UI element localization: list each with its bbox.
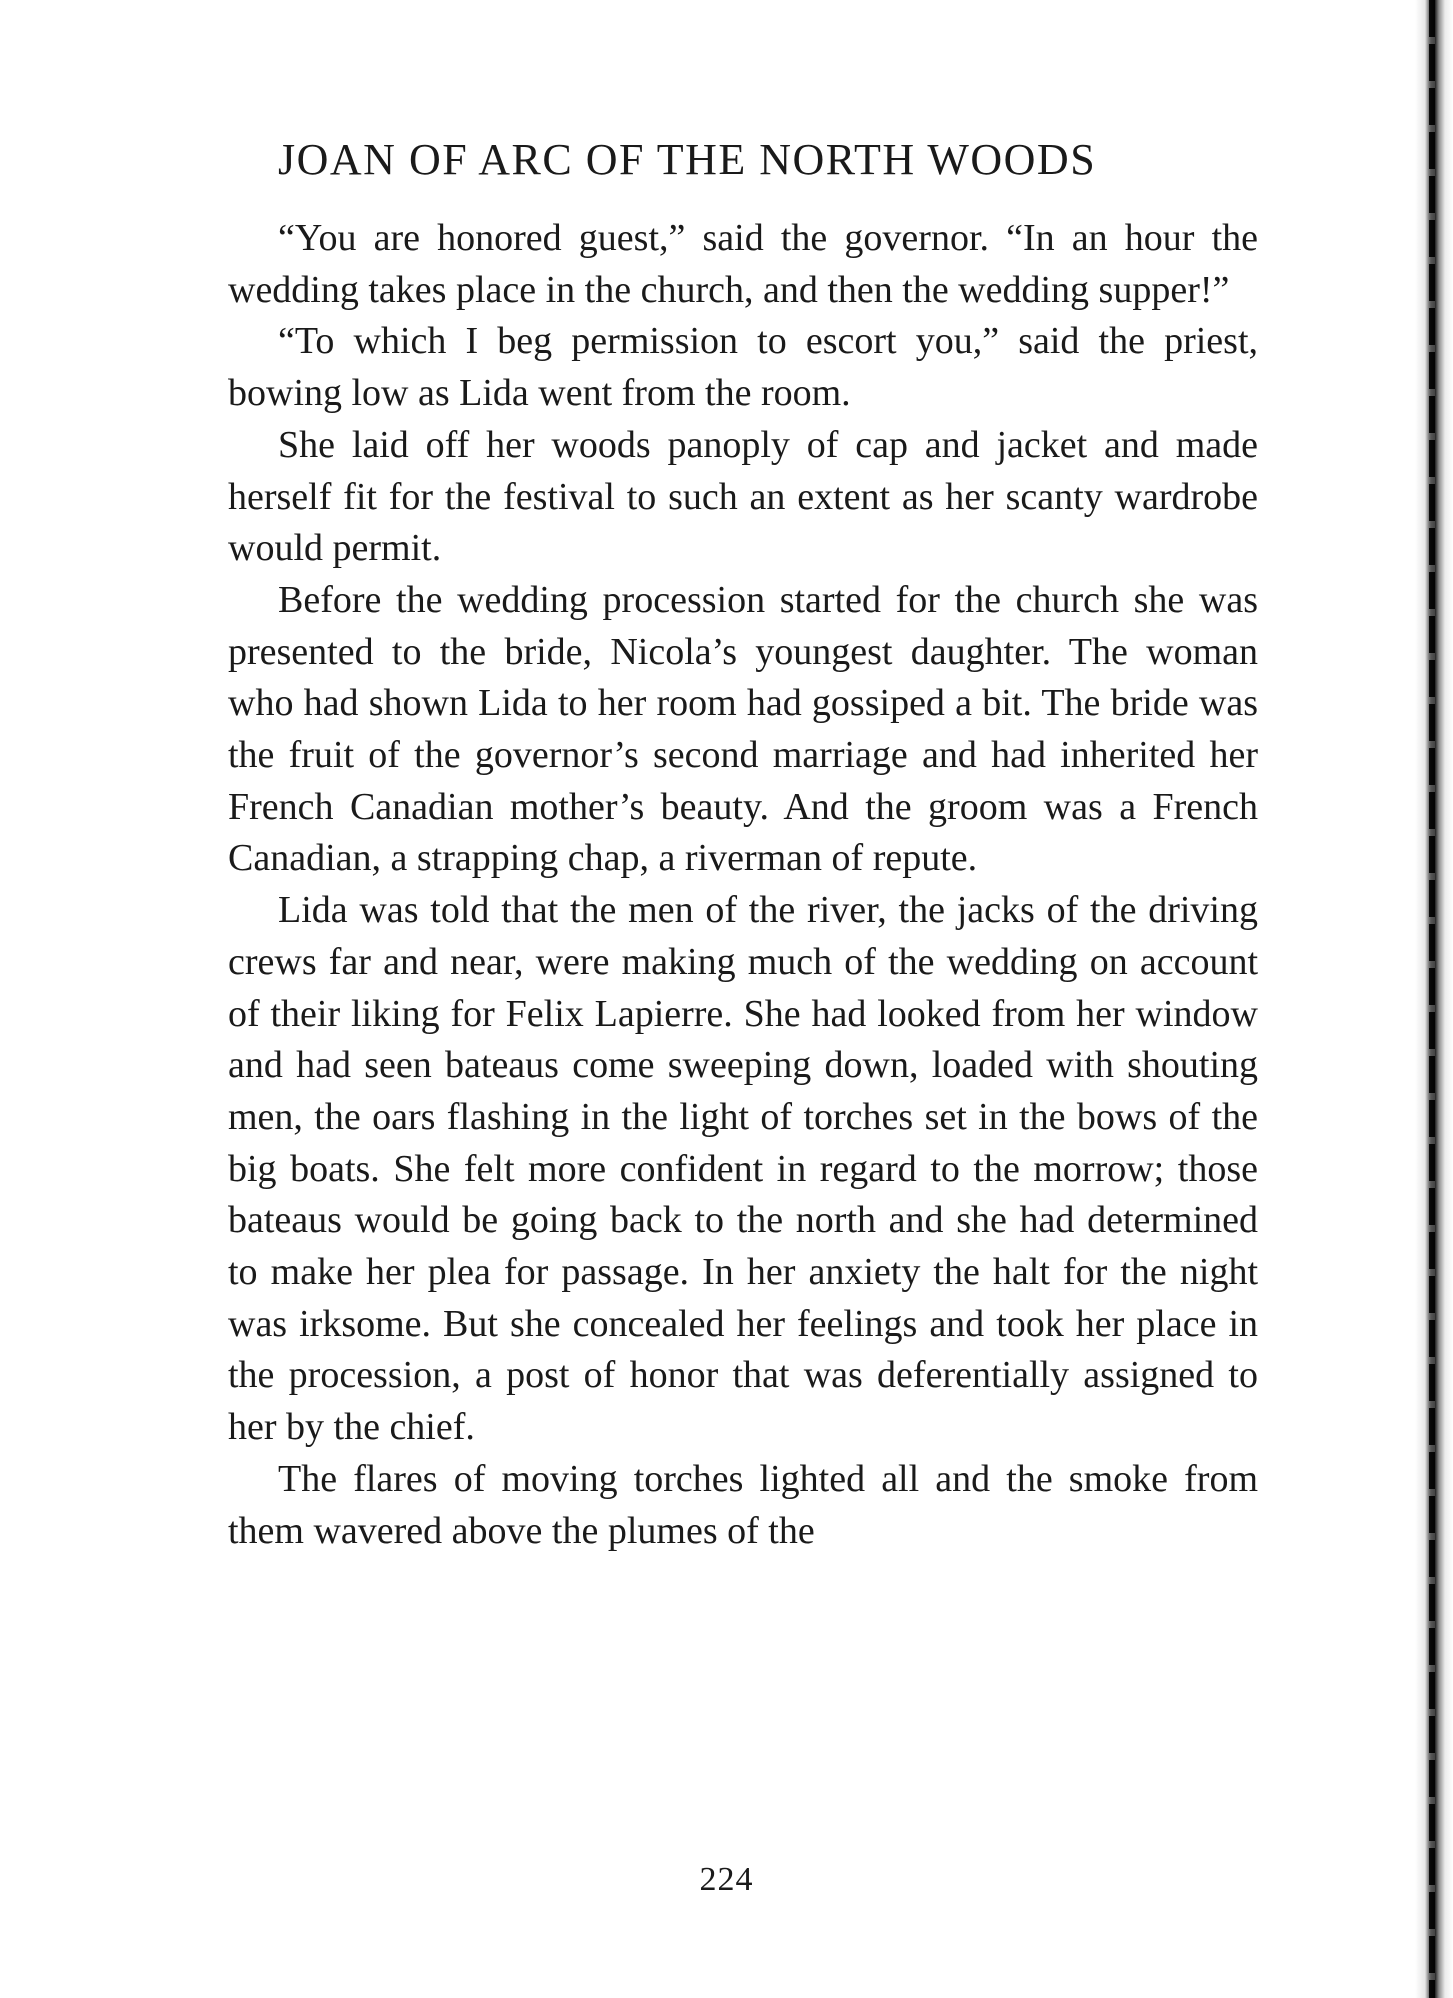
binding-edge [1415,0,1453,1998]
paragraph-1: “You are honored guest,” said the governor. “In an hour the wedding takes place in the church, and then the wedding supper!” [228,217,1258,311]
page-number: 224 [699,1861,754,1898]
paragraph-6: The flares of moving torches lighted all and the smoke from them wavered above the plumes of the [228,1457,1258,1552]
body-text [228,213,1258,1557]
paragraph-5: Lida was told that the men of the river, the jacks of the driving crews far and near, were making much of the wedding on account of their liking for Felix Lapierre. She had looked from her window and had seen bateaus come sweeping down, loaded with shouting men, the oars flashing in the light of torches set in the bows of the big boats. She felt more confident in regard to the morrow; those bateaus would be going back to the north and she had determined to make her plea for passage. In her anxiety the halt for the night was irksome. But she concealed her feelings and took her place in the procession, a post of honor that was deferentially assigned to her by the chief. [228,889,1258,1449]
paragraph-2: “To which I beg permission to escort you,” said the priest, bowing low as Lida went from the room. [228,320,1258,415]
paragraph-3: She laid off her woods panoply of cap and jacket and made herself fit for the festival to such an extent as her scanty wardrobe would permit. [228,423,1258,570]
paragraph-4: Before the wedding procession started for the church she was presented to the bride, Nicola’s youngest daughter. The woman who had shown Lida to her room had gossiped a bit. The bride was the fruit of the governor’s second marriage and had inherited her French Canadian mother’s beauty. And the groom was a French Canadian, a strapping chap, a riverman of repute. [228,578,1258,880]
running-head: JOAN OF ARC OF THE NORTH WOODS [278,135,1097,184]
